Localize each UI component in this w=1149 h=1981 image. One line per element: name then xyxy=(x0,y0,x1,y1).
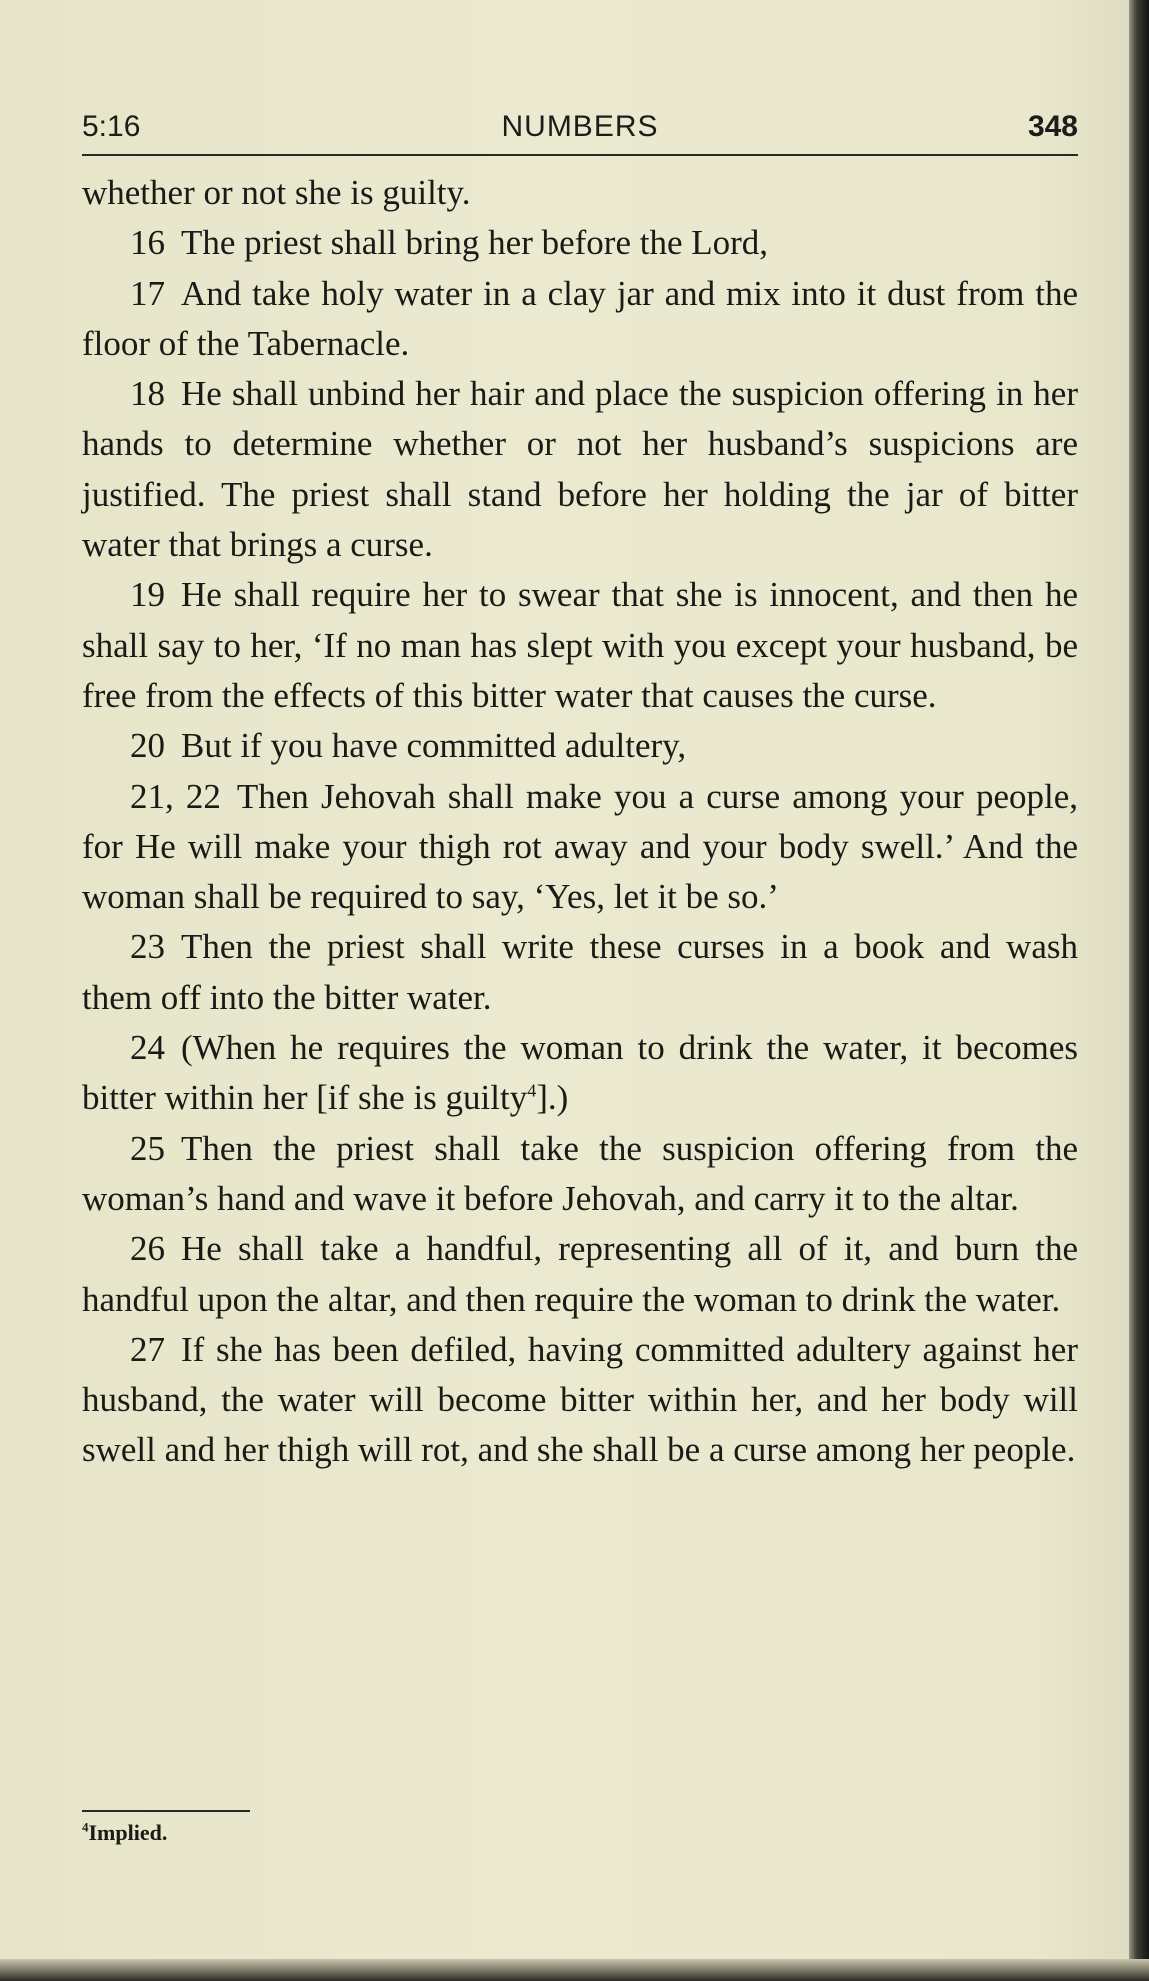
verse-16 xyxy=(82,218,1078,268)
continuation-text: whether or not she is guilty. xyxy=(82,173,471,212)
chapter-reference: 5:16 xyxy=(82,110,141,143)
verse-19 xyxy=(82,570,1078,721)
verse-text: And take holy water in a clay jar and mix into it dust from the floor of the Tabernacle. xyxy=(82,273,1078,363)
verse-17 xyxy=(82,269,1078,370)
verse-number: 26 xyxy=(130,1229,165,1269)
verse-20 xyxy=(82,721,1078,771)
verse-21-22 xyxy=(82,772,1078,923)
book-title: NUMBERS xyxy=(501,110,659,143)
verse-text: Then the priest shall write these curses in a book and wash them off into the bitter water. xyxy=(82,927,1078,1017)
header-rule xyxy=(82,154,1078,156)
verse-number: 25 xyxy=(130,1128,165,1168)
verse-number: 27 xyxy=(130,1329,165,1369)
verse-text: (When he requires the woman to drink the water, it becomes bitter within her [if she is guilty xyxy=(82,1028,1078,1118)
verse-26 xyxy=(82,1224,1078,1325)
verse-text: He shall require her to swear that she is innocent, and then he shall say to her, ‘If no man has slept with you except your husband, be free from the effects of this bitter water that causes the curse. xyxy=(82,575,1078,715)
verse-18 xyxy=(82,369,1078,570)
page-bottom-edge xyxy=(0,1959,1149,1981)
verse-text: But if you have committed adultery, xyxy=(181,726,687,766)
body-text xyxy=(82,168,1078,1476)
verse-number: 17 xyxy=(130,273,165,313)
verse-text: He shall unbind her hair and place the suspicion offering in her hands to determine whether or not her husband’s suspicions are justified. The priest shall stand before her holding the jar of bitter water that brings a curse. xyxy=(82,374,1078,565)
verse-text: Then Jehovah shall make you a curse among your people, for He will make your thigh rot away and your body swell.’ And the woman shall be required to say, ‘Yes, let it be so.’ xyxy=(82,776,1078,917)
verse-number: 21, 22 xyxy=(130,776,221,816)
verse-27 xyxy=(82,1325,1078,1476)
verse-23 xyxy=(82,922,1078,1023)
footnote-text: Implied. xyxy=(88,1820,168,1845)
footnote-marker: 4 xyxy=(527,1080,537,1101)
footnote xyxy=(82,1820,167,1846)
running-head xyxy=(82,108,1078,148)
verse-number: 23 xyxy=(130,927,165,967)
verse-text: The priest shall bring her before the Lord, xyxy=(181,223,769,263)
verse-number: 20 xyxy=(130,726,165,766)
verse-25 xyxy=(82,1124,1078,1225)
verse-24 xyxy=(82,1023,1078,1124)
footnote-number: 4 xyxy=(82,1819,89,1835)
verse-number: 16 xyxy=(130,223,165,263)
footnote-rule xyxy=(82,1810,250,1812)
verse-text-closing: ].) xyxy=(536,1078,569,1118)
verse-number: 19 xyxy=(130,575,165,615)
verse-text: Then the priest shall take the suspicion offering from the woman’s hand and wave it before Jehovah, and carry it to the altar. xyxy=(82,1128,1078,1218)
verse-text: He shall take a handful, representing all of it, and burn the handful upon the altar, and then require the woman to drink the water. xyxy=(82,1229,1078,1319)
verse-number: 24 xyxy=(130,1028,165,1068)
page-number: 348 xyxy=(1027,110,1078,143)
verse-number: 18 xyxy=(130,374,165,414)
book-spine-shadow xyxy=(1129,0,1149,1981)
verse-text: If she has been defiled, having committed adultery against her husband, the water will become bitter within her, and her body will swell and her thigh will rot, and she shall be a curse among her people. xyxy=(82,1329,1078,1470)
